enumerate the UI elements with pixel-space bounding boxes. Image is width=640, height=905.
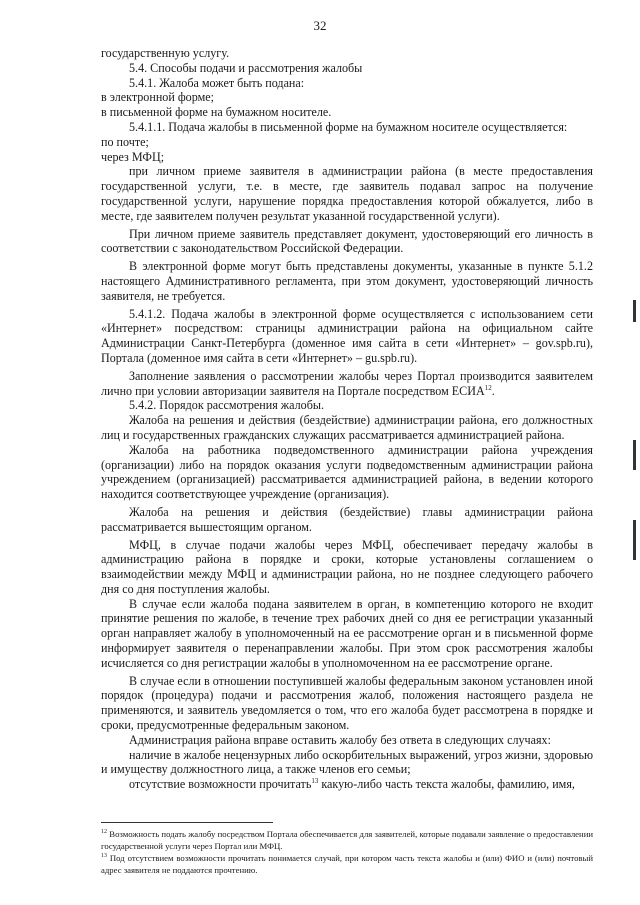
footnote-number: 12 bbox=[101, 829, 107, 835]
page-number: 32 bbox=[313, 18, 327, 33]
paragraph: 5.4.1. Жалоба может быть подана: bbox=[129, 75, 305, 90]
list-item: через МФЦ; bbox=[101, 149, 165, 164]
footnotes bbox=[101, 822, 593, 876]
footnote-text: Под отсутствием возможности прочитать понимается случай, при котором часть текста жалобы и (или) ФИО и (или) почтовый адрес заявителя не поддаются прочтению. bbox=[101, 853, 593, 875]
scan-margin-mark bbox=[633, 440, 636, 470]
paragraph: В электронной форме могут быть представлены документы, указанные в пункте 5.1.2 настоящего Административного регламента, при этом документ, удостоверяющий личность заявителя, не требуется. bbox=[101, 259, 593, 303]
paragraph-text: отсутствие возможности прочитать bbox=[129, 777, 312, 792]
paragraph: Администрация района вправе оставить жалобу без ответа в следующих случаях: bbox=[129, 732, 551, 747]
list-item: по почте; bbox=[101, 134, 149, 149]
paragraph: В случае если в отношении поступившей жалобы федеральным законом установлен иной порядок (процедура) подачи и рассмотрения жалоб, положения настоящего раздела не применяются, и заявитель уведомляется о том, что его жалоба будет рассмотрена в порядке и сроки, предусмотренные федеральным законом. bbox=[101, 673, 593, 733]
paragraph: В случае если жалоба подана заявителем в орган, в компетенцию которого не входит принятие решения по жалобе, в течение трех рабочих дней со дня ее регистрации указанный орган направляет жалобу в уполномоченный на ее рассмотрение орган и в письменной форме информирует заявителя о перенаправлении жалобы. При этом срок рассмотрения жалобы исчисляется со дня регистрации жалобы в уполномоченном на ее рассмотрение органе. bbox=[101, 596, 593, 670]
paragraph bbox=[101, 369, 593, 399]
footnote-divider bbox=[101, 822, 273, 823]
footnote-ref: 13 bbox=[311, 777, 319, 786]
paragraph: Жалоба на работника подведомственного администрации района учреждения (организации) либо на порядок оказания услуги подведомственным администрации района учреждением (организацией) рассматривается администрацией района, в ведении которого находится соответствующее учреждение (организация). bbox=[101, 442, 593, 502]
footnote-text: Возможность подать жалобу посредством Портала обеспечивается для заявителей, которые подавали заявление о предоставлении государственной услуги через Портал или МФЦ. bbox=[101, 829, 593, 851]
footnote-13 bbox=[101, 852, 593, 876]
footnote-12 bbox=[101, 828, 593, 852]
paragraph: государственную услугу. bbox=[101, 46, 230, 60]
scan-margin-mark bbox=[633, 520, 636, 560]
paragraph-text: какую-либо часть текста жалобы, фамилию, имя, bbox=[318, 777, 575, 792]
list-item bbox=[101, 777, 593, 792]
paragraph-text: . bbox=[491, 383, 495, 398]
paragraph: 5.4.1.2. Подача жалобы в электронной форме осуществляется с использованием сети «Интернет» посредством: страницы администрации района на официальном сайте Администрации Санкт-Петербурга (доменное имя сайта в сети «Интернет» – gov.spb.ru), Портала (доменное имя сайта в сети «Интернет» – gu.spb.ru). bbox=[101, 306, 593, 365]
paragraph: Жалоба на решения и действия (бездействие) главы администрации района рассматривается вышестоящим органом. bbox=[101, 504, 593, 534]
list-item: в письменной форме на бумажном носителе. bbox=[101, 105, 332, 120]
paragraph: Жалоба на решения и действия (бездействие) администрации района, его должностных лиц и государственных гражданских служащих рассматривается администрацией района. bbox=[101, 413, 593, 442]
section-heading: 5.4.2. Порядок рассмотрения жалобы. bbox=[129, 398, 325, 413]
footnote-ref: 12 bbox=[484, 383, 492, 392]
footnote-number: 13 bbox=[101, 853, 107, 859]
list-item: в электронной форме; bbox=[101, 90, 214, 105]
paragraph: МФЦ, в случае подачи жалобы через МФЦ, обеспечивает передачу жалобы в администрацию района в порядке и сроки, которые установлены соглашением о взаимодействии между МФЦ и администрации района, но не позднее следующего рабочего дня со дня поступления жалобы. bbox=[101, 537, 593, 596]
section-heading: 5.4. Способы подачи и рассмотрения жалобы bbox=[129, 60, 363, 75]
paragraph: 5.4.1.1. Подача жалобы в письменной форме на бумажном носителе осуществляется: bbox=[129, 119, 568, 134]
paragraph: При личном приеме заявитель представляет документ, удостоверяющий его личность в соответствии с законодательством Российской Федерации. bbox=[101, 226, 593, 256]
paragraph-text: Заполнение заявления о рассмотрении жалобы через Портал производится заявителем лично при условии авторизации заявителя на Портале посредством ЕСИА bbox=[101, 368, 593, 398]
document-body bbox=[101, 46, 593, 792]
paragraph: при личном приеме заявителя в администрации района (в месте предоставления государственной услуги, т.е. в месте, где заявитель подавал запрос на получение государственной услуги, нарушение порядка предоставления которой обжалуется, либо в месте, где заявителем получен результат указанной государственной услуги). bbox=[101, 164, 593, 223]
scan-margin-mark bbox=[633, 300, 636, 322]
list-item: наличие в жалобе нецензурных либо оскорбительных выражений, угроз жизни, здоровью и имуществу должностного лица, а также членов его семьи; bbox=[101, 747, 593, 777]
